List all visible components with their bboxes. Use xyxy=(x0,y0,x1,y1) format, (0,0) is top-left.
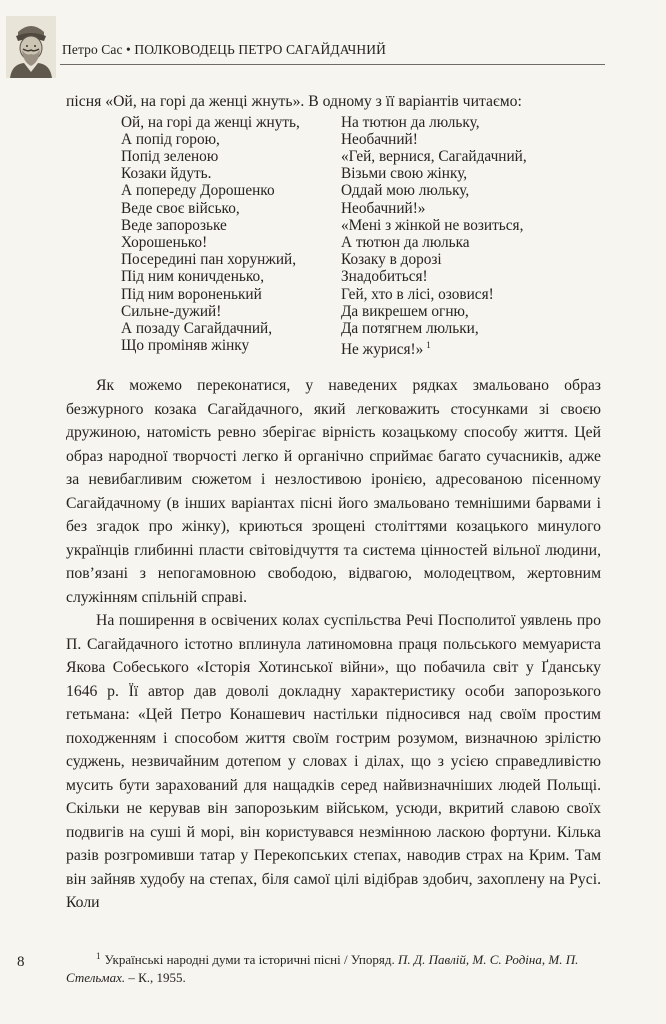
verse-line: Сильне-дужий! xyxy=(121,302,222,320)
verse-line: Да викрешем огню, xyxy=(341,302,469,320)
main-text xyxy=(66,90,601,915)
body-paragraph: Як можемо переконатися, у наведених рядках змальовано образ безжурного козака Сагайдачного, який легковажить стосунками зі своєю дружиною, натомість ревно зберігає вірність козацькому способу життя. Цей образ народної творчості легко й органічно сприймає багато сучасників, адже за невибагливим сюжетом і незлостивою іронією, адресованою пісенному Сагайдачному (в інших варіантах пісні його змальовано темнішими барвами і без згадок про жінку), криються зрощені століттями козацького минулого українців глибинні пласти світовідчуття та система цінностей вільної людини, пов’язані з непогамовною свободою, відвагою, молодецтвом, жертовним служінням спільній справі. xyxy=(66,377,601,606)
footnote-reference[interactable]: 1 xyxy=(426,340,431,351)
intro-paragraph: пісня «Ой, на горі да женці жнуть». В одному з її варіантів читаємо: xyxy=(66,93,522,110)
verse-line: А позаду Сагайдачний, xyxy=(121,319,273,337)
verse-line: Веде запорозьке xyxy=(121,216,227,234)
footnote-publication: – К., 1955. xyxy=(128,970,186,985)
verse-line: Ой, на горі да женці жнуть, xyxy=(121,113,300,131)
verse-line: «Гей, вернися, Сагайдачний, xyxy=(341,147,527,165)
footnote-editors: П. Д. Павлій, М. С. Родіна, М. П. Стельмах. xyxy=(66,952,579,985)
verse-line: Веде своє військо, xyxy=(121,199,240,217)
verse-line: Козаки йдуть. xyxy=(121,165,212,183)
verse-line: На тютюн да люльку, xyxy=(341,113,480,131)
body-paragraph: На поширення в освічених колах суспільства Речі Посполитої уявлень про П. Сагайдачного істотно вплинула латиномовна праця польського мемуариста Якова Собеського «Історія Хотинської війни», що побачила світ у Ґданську 1646 р. Її автор дав доволі докладну характеристику особи запорозького гетьмана: «Цей Петро Конашевич настільки підносився над своїм простим походженням і способом життя своїм гострим розумом, визначною зрілістю суджень, незвичайним дотепом у словах і ділах, що з усією справедливістю мусить бути зарахований для нащадків серед найвизначніших людей Польщі. Скільки не керував він запорозьким військом, усюди, вкритий славою своїх подвигів на суші й морі, він користувався незмінною ласкою фортуни. Кілька разів розгромивши татар у Перекопських степах, наводив страх на Крим. Там він зайняв худобу на степах, біля самої цілі відібрав здобич, захоплену на Русі. Коли xyxy=(66,612,601,912)
verse-line xyxy=(341,337,527,358)
verse-line: А попереду Дорошенко xyxy=(121,182,275,200)
verse-line: Знадобиться! xyxy=(341,268,428,286)
verse-line-text: Не журися!» xyxy=(341,341,424,359)
verse-line: Гей, хто в лісі, озовися! xyxy=(341,285,494,303)
footnote-source: Українські народні думи та історичні пісні / Упоряд. xyxy=(104,952,395,967)
verse-line: А тютюн да люлька xyxy=(341,233,470,251)
song-right-column xyxy=(341,114,527,359)
verse-line: Хорошенько! xyxy=(121,233,208,251)
verse-spacer xyxy=(66,358,601,374)
verse-line: А попід горою, xyxy=(121,130,220,148)
verse-line: «Мені з жінкой не возиться, xyxy=(341,216,524,234)
page-number: 8 xyxy=(17,954,25,970)
verse-line: Візьми свою жінку, xyxy=(341,165,468,183)
verse-line: Необачний!» xyxy=(341,199,426,217)
song-verse xyxy=(66,114,601,359)
header-divider xyxy=(60,64,605,65)
verse-line: Під ним вороненький xyxy=(121,285,262,303)
verse-line: Козаку в дорозі xyxy=(341,251,442,269)
footnote-mark: 1 xyxy=(96,951,101,961)
hetman-portrait-icon xyxy=(6,16,56,78)
verse-line: Попід зеленою xyxy=(121,147,219,165)
verse-line: Під ним коничденько, xyxy=(121,268,265,286)
footnote xyxy=(66,947,601,987)
running-header: Петро Сас • ПОЛКОВОДЕЦЬ ПЕТРО САГАЙДАЧНИЙ xyxy=(62,42,386,57)
verse-line: Да потягнем люльки, xyxy=(341,319,479,337)
verse-line: Посередині пан хорунжий, xyxy=(121,251,297,269)
verse-line: Оддай мою люльку, xyxy=(341,182,470,200)
verse-line: Що проміняв жінку xyxy=(121,337,250,355)
verse-line: Необачний! xyxy=(341,130,418,148)
song-left-column xyxy=(121,114,341,359)
